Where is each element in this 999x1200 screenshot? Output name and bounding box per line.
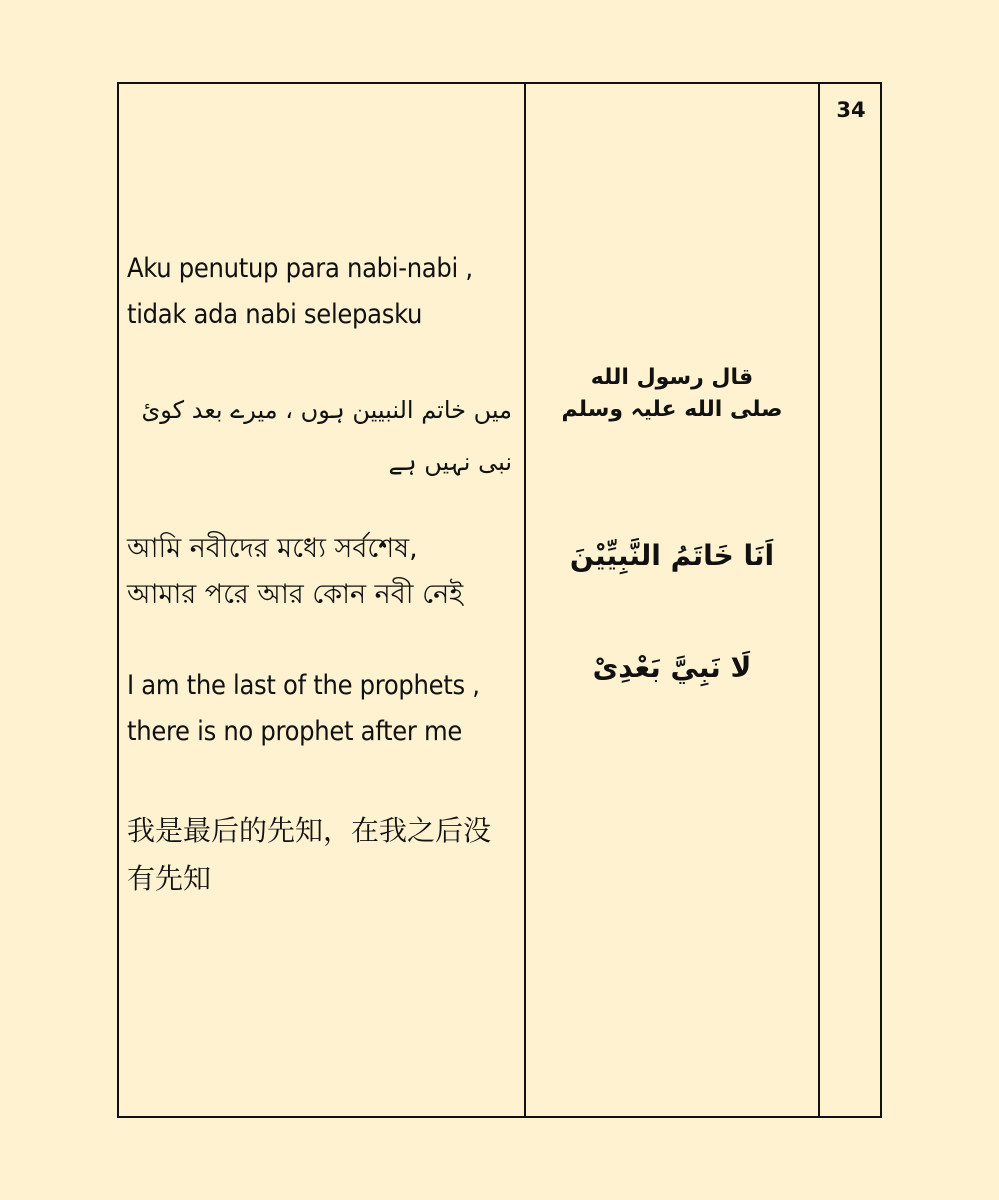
- english-translation: [127, 663, 519, 755]
- english-line-2: there is no prophet after me: [127, 716, 463, 747]
- hadith-arabic-line-1: اَنَا خَاتَمُ النَّبِيِّيْنَ: [569, 539, 775, 572]
- column-divider: [524, 84, 526, 1116]
- hadith-table: [117, 82, 882, 1118]
- malay-translation: [127, 246, 519, 338]
- urdu-translation: میں خاتم النبیین ہوں ، میرے بعد کوئ نبی نہیں ہے: [141, 396, 512, 476]
- column-divider: [818, 84, 820, 1116]
- narrator-line-2: صلى الله عليہ وسلم: [561, 397, 783, 422]
- translations-column: [127, 246, 519, 903]
- malay-line-1: Aku penutup para nabi-nabi ,: [127, 253, 473, 284]
- english-line-1: I am the last of the prophets ,: [127, 670, 480, 701]
- page-number: 34: [836, 98, 866, 122]
- hadith-arabic-line-2: لَا نَبِيَّ بَعْدِىْ: [592, 651, 752, 684]
- bengali-translation: আমি নবীদের মধ্যে সর্বশেষ, আমার পরে আর কোন নবী নেই: [127, 533, 464, 610]
- malay-line-2: tidak ada nabi selepasku: [127, 299, 423, 330]
- narrator-line-1: قال رسول الله: [590, 365, 754, 390]
- chinese-translation: 我是最后的先知，在我之后没有先知: [127, 814, 492, 895]
- narrator-attribution: [526, 362, 818, 426]
